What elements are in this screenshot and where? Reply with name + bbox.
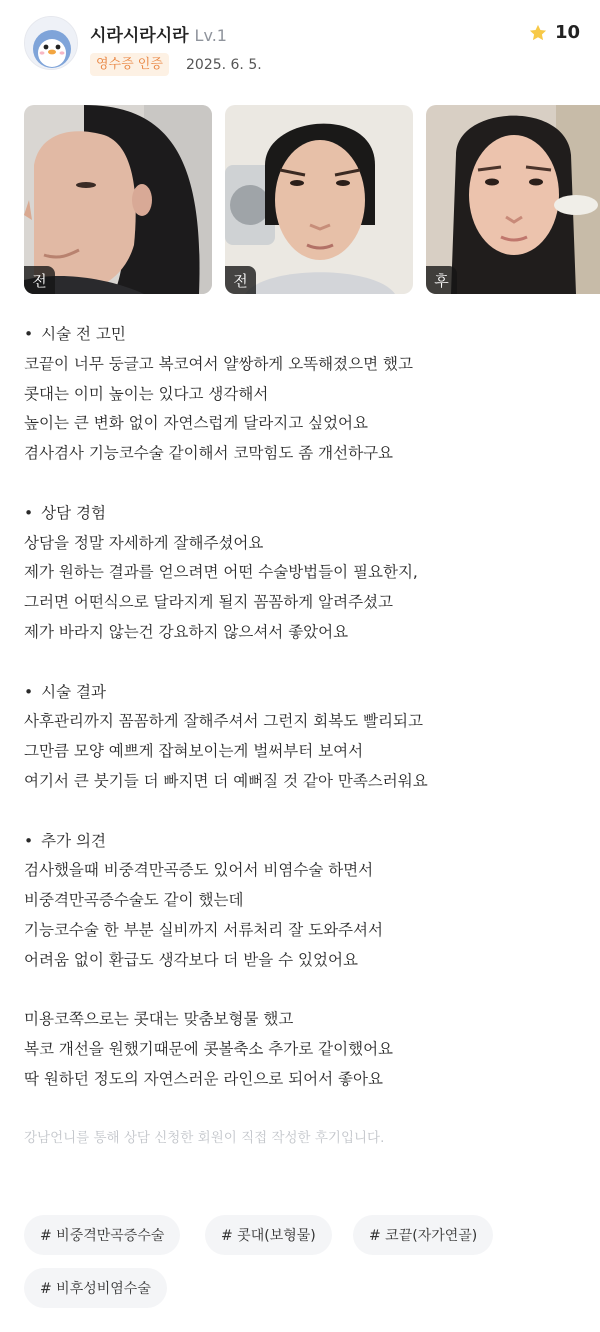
nickname-text: 시라시라시라 — [90, 26, 189, 46]
section-title-text: 추가 의견 — [41, 831, 106, 850]
review-line: 어려움 없이 환급도 생각보다 더 받을 수 있었어요 — [24, 950, 358, 969]
penguin-avatar-icon — [25, 17, 78, 70]
section-title — [24, 827, 580, 857]
photo-gallery[interactable] — [24, 105, 600, 295]
procedure-tag[interactable]: # 코끝(자가연골) — [353, 1215, 493, 1255]
review-line: 딱 원하던 정도의 자연스러운 라인으로 되어서 좋아요 — [24, 1069, 383, 1088]
section-title — [24, 678, 580, 708]
bullet: • — [24, 503, 34, 522]
bullet: • — [24, 831, 34, 850]
procedure-tag[interactable]: # 콧대(보형물) — [205, 1215, 332, 1255]
procedure-tag[interactable]: # 비후성비염수술 — [24, 1268, 167, 1308]
review-line: 여기서 큰 붓기들 더 빠지면 더 예뻐질 것 같아 만족스러워요 — [24, 771, 428, 790]
review-line: 겸사겸사 기능코수술 같이해서 코막힘도 좀 개선하구요 — [24, 444, 394, 463]
review-line: 높이는 큰 변화 없이 자연스럽게 달라지고 싶었어요 — [24, 414, 368, 433]
rating-value: 10 — [554, 22, 580, 43]
receipt-verified-badge: 영수증 인증 — [90, 53, 169, 76]
review-line: 복코 개선을 원했기때문에 콧볼축소 추가로 같이했어요 — [24, 1040, 394, 1059]
before-photo-front-image — [225, 105, 413, 294]
review-photo-2[interactable] — [225, 105, 413, 294]
photo-label-badge: 전 — [225, 266, 256, 294]
review-line: 미용코쪽으로는 콧대는 맞춤보형물 했고 — [24, 1010, 294, 1029]
bullet: • — [24, 682, 34, 701]
bullet: • — [24, 325, 34, 343]
review-line: 비중격만곡증수술도 같이 했는데 — [24, 891, 244, 910]
review-line: 제가 원하는 결과를 얻으려면 어떤 수술방법들이 필요한지, — [24, 563, 418, 582]
review-line: 코끝이 너무 둥글고 복코여서 얄쌍하게 오똑해졌으면 했고 — [24, 354, 413, 373]
before-photo-side-profile-image — [24, 105, 212, 294]
review-line: 콧대는 이미 높이는 있다고 생각해서 — [24, 384, 269, 403]
review-photo-1[interactable] — [24, 105, 212, 294]
review-body — [24, 320, 580, 1095]
review-line: 기능코수술 한 부분 실비까지 서류처리 잘 도와주셔서 — [24, 920, 383, 939]
star-icon — [528, 23, 548, 43]
review-disclaimer: 강남언니를 통해 상담 신청한 회원이 직접 작성한 후기입니다. — [24, 1130, 385, 1146]
procedure-tag[interactable]: # 비중격만곡증수술 — [24, 1215, 180, 1255]
review-line: 그만큼 모양 예쁘게 잡혀보이는게 벌써부터 보여서 — [24, 742, 364, 761]
review-line: 사후관리까지 꼼꼼하게 잘해주셔서 그런지 회복도 빨리되고 — [24, 712, 423, 731]
section-title-text: 시술 결과 — [41, 682, 106, 701]
photo-label-badge: 전 — [24, 266, 55, 294]
photo-label-badge: 후 — [426, 266, 457, 294]
review-date: 2025. 6. 5. — [186, 57, 262, 73]
section-title — [24, 499, 580, 529]
user-level: Lv.1 — [194, 26, 227, 45]
user-avatar[interactable] — [24, 16, 78, 70]
review-header — [24, 16, 580, 76]
review-photo-3[interactable] — [426, 105, 600, 294]
user-nickname[interactable] — [90, 21, 227, 46]
review-line: 제가 바라지 않는건 강요하지 않으셔서 좋았어요 — [24, 622, 349, 641]
section-title-text: 상담 경험 — [41, 503, 106, 522]
section-title — [24, 320, 580, 350]
review-line: 검사했을때 비중격만곡증도 있어서 비염수술 하면서 — [24, 861, 374, 880]
rating — [528, 22, 580, 43]
section-title-text: 시술 전 고민 — [41, 325, 126, 343]
review-line: 그러면 어떤식으로 달라지게 될지 꼼꼼하게 알려주셨고 — [24, 593, 394, 612]
review-line: 상담을 정말 자세하게 잘해주셨어요 — [24, 533, 264, 552]
